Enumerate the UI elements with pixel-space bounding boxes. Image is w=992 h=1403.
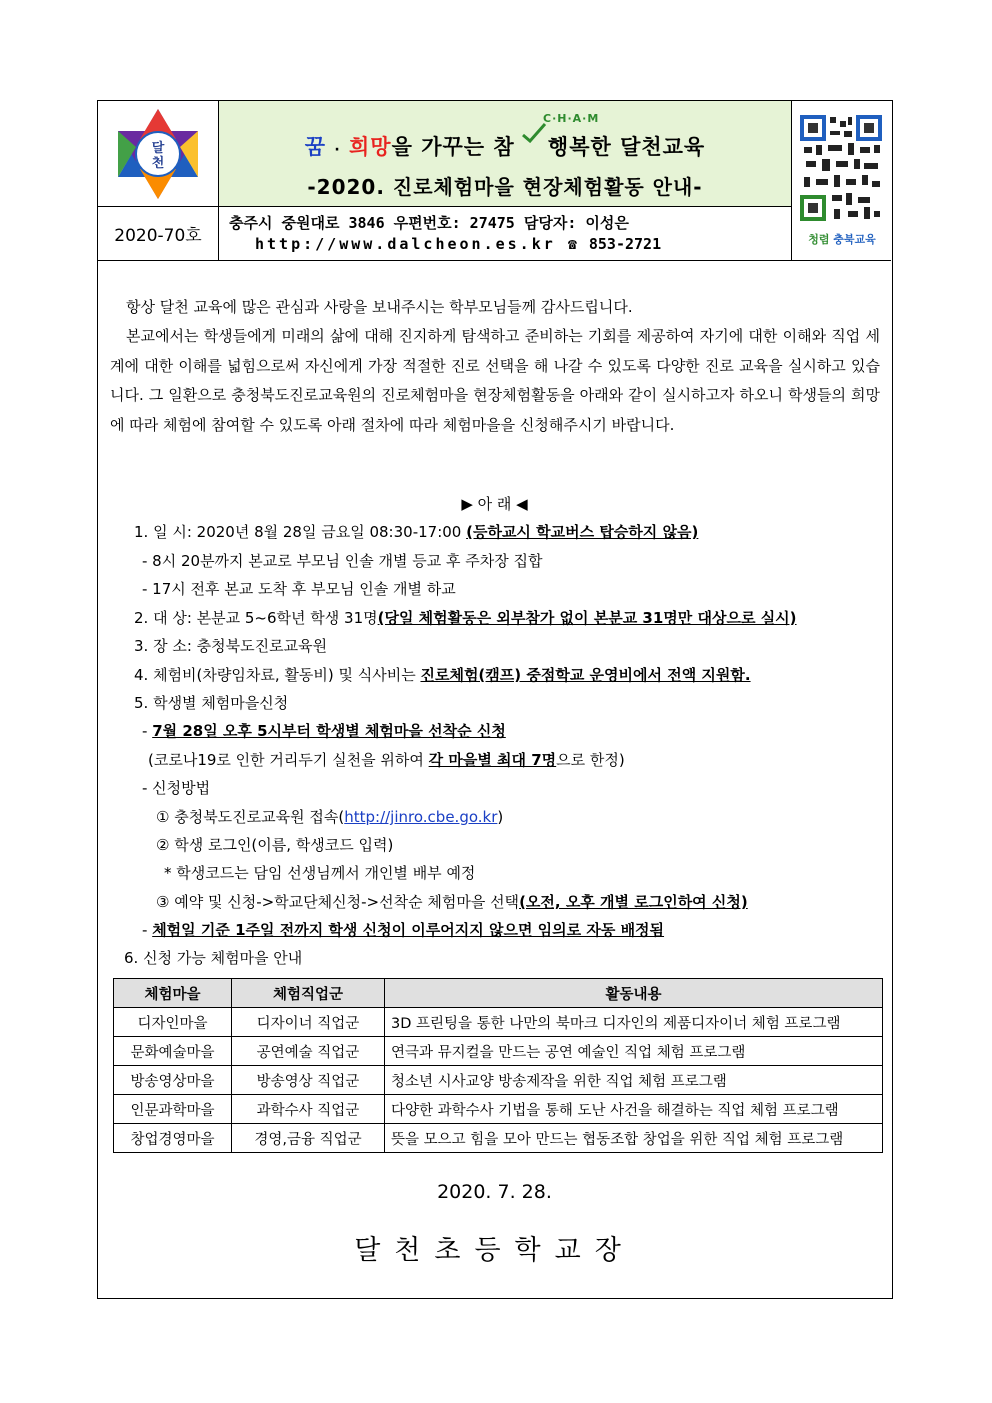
job-group-cell: 과학수사 직업군 bbox=[232, 1095, 385, 1124]
item-4 bbox=[134, 664, 751, 685]
village-cell: 인문과학마을 bbox=[114, 1095, 232, 1124]
qr-box bbox=[792, 101, 891, 260]
activity-cell: 뜻을 모으고 힘을 모아 만드는 협동조합 창업을 위한 직업 체험 프로그램 bbox=[385, 1124, 883, 1153]
table-header-row bbox=[114, 979, 883, 1008]
logo-badge-text: 달 천 bbox=[151, 141, 165, 171]
activity-cell: 청소년 시사교양 방송제작을 위한 직업 체험 프로그램 bbox=[385, 1066, 883, 1095]
item-4-label: 4. 체험비(차량임차료, 활동비) 및 식사비는 bbox=[134, 666, 421, 684]
notice-heading: ▶ 아 래 ◀ bbox=[461, 495, 528, 513]
village-cell: 문화예술마을 bbox=[114, 1037, 232, 1066]
address-box bbox=[219, 206, 792, 260]
star-emblem-icon bbox=[98, 101, 218, 206]
item-1-label: 1. 일 시: 2020년 8월 28일 금요일 08:30-17:00 bbox=[134, 523, 467, 541]
village-cell: 방송영상마을 bbox=[114, 1066, 232, 1095]
village-cell: 창업경영마을 bbox=[114, 1124, 232, 1153]
job-group-cell: 방송영상 직업군 bbox=[232, 1066, 385, 1095]
method-heading: - 신청방법 bbox=[142, 779, 211, 797]
intro-paragraph-1: 항상 달천 교육에 많은 관심과 사랑을 보내주시는 학부모님들께 감사드립니다. bbox=[126, 298, 633, 316]
auto-assign-note: - 체험일 기준 1주일 전까지 학생 신청이 이루어지지 않으면 임의로 자동 배정됨 bbox=[142, 921, 665, 939]
item-1 bbox=[134, 521, 698, 542]
step-1-close: ) bbox=[497, 808, 504, 826]
slogan-dot: · bbox=[334, 142, 341, 158]
doc-number: 2020-70호 bbox=[98, 206, 219, 260]
principal-signature: 달천초등학교장 bbox=[354, 1235, 635, 1266]
letter-body bbox=[110, 293, 880, 440]
address-line: 충주시 중원대로 3846 우편번호: 27475 담당자: 이성은 bbox=[229, 214, 629, 232]
step-2: ② 학생 로그인(이름, 학생코드 입력) bbox=[156, 836, 394, 854]
item-5-sub-2 bbox=[148, 749, 625, 770]
slogan-hope: 희망 bbox=[349, 135, 392, 159]
doc-title: -2020. 진로체험마을 현장체험활동 안내- bbox=[307, 175, 703, 199]
item-3: 3. 장 소: 충청북도진로교육원 bbox=[134, 637, 328, 655]
item-1-sub-2: - 17시 전후 본교 도착 후 부모님 인솔 개별 하교 bbox=[142, 580, 456, 598]
col-village: 체험마을 bbox=[114, 979, 232, 1008]
item-5-sub-1-text: 7월 28일 오후 5시부터 학생별 체험마을 선착순 신청 bbox=[152, 722, 506, 740]
qr-caption bbox=[796, 231, 888, 247]
letterhead bbox=[98, 101, 891, 261]
item-1-note: (등하교시 학교버스 탑승하지 않음) bbox=[466, 523, 699, 541]
table-row bbox=[114, 1008, 883, 1037]
jinro-link[interactable]: http://jinro.cbe.go.kr bbox=[344, 808, 498, 826]
document-frame bbox=[97, 100, 893, 1299]
item-2-note: (당일 체험활동은 외부참가 없이 본분교 31명만 대상으로 실시) bbox=[377, 609, 797, 627]
item-5-sub-1: - 7월 28일 오후 5시부터 학생별 체험마을 선착순 신청 bbox=[142, 722, 506, 740]
village-table bbox=[113, 978, 883, 1153]
contact-line bbox=[255, 235, 661, 253]
activity-cell: 연극과 뮤지컬을 만드는 공연 예술인 직업 체험 프로그램 bbox=[385, 1037, 883, 1066]
table-row bbox=[114, 1066, 883, 1095]
village-cell: 디자인마을 bbox=[114, 1008, 232, 1037]
title-box bbox=[219, 101, 792, 207]
table-row bbox=[114, 1095, 883, 1124]
issue-date: 2020. 7. 28. bbox=[437, 1181, 552, 1203]
col-job-group: 체험직업군 bbox=[232, 979, 385, 1008]
slogan-end: 행복한 달천교육 bbox=[547, 135, 706, 159]
job-group-cell: 디자이너 직업군 bbox=[232, 1008, 385, 1037]
item-1-sub-1: - 8시 20분까지 본교로 부모님 인솔 개별 등교 후 주차장 집합 bbox=[142, 552, 543, 570]
slogan-dream: 꿈 bbox=[304, 135, 327, 159]
activity-cell: 다양한 과학수사 기법을 통해 도난 사건을 해결하는 직업 체험 프로그램 bbox=[385, 1095, 883, 1124]
col-activity: 활동내용 bbox=[385, 979, 883, 1008]
step-1 bbox=[156, 806, 503, 827]
step-1-text: ① 충청북도진로교육원 접속( bbox=[156, 808, 345, 826]
phone-number: 853-2721 bbox=[588, 235, 662, 253]
website-link[interactable]: http://www.dalcheon.es.kr bbox=[255, 235, 556, 253]
qr-caption-clean: 청렴 bbox=[808, 233, 830, 246]
table-row bbox=[114, 1037, 883, 1066]
slogan-mid: 을 가꾸는 참 bbox=[391, 135, 515, 159]
item-2-label: 2. 대 상: 본분교 5~6학년 학생 31명 bbox=[134, 609, 378, 627]
item-4-note: 진로체험(캠프) 중점학교 운영비에서 전액 지원함. bbox=[420, 666, 751, 684]
step-2-note: * 학생코드는 담임 선생님께서 개인별 배부 예정 bbox=[164, 864, 476, 882]
item-5: 5. 학생별 체험마을신청 bbox=[134, 694, 289, 712]
slogan bbox=[219, 131, 791, 161]
step-3 bbox=[156, 891, 748, 912]
auto-assign-text: 체험일 기준 1주일 전까지 학생 신청이 이루어지지 않으면 임의로 자동 배정됨 bbox=[152, 921, 665, 939]
step-3-text: ③ 예약 및 신청->학교단체신청->선착순 체험마을 선택 bbox=[156, 893, 520, 911]
item-2 bbox=[134, 607, 797, 628]
cham-label: C·H·A·M bbox=[543, 112, 600, 125]
table-row bbox=[114, 1124, 883, 1153]
phone-icon: ☎ bbox=[567, 235, 577, 253]
qr-caption-office: 충북교육 bbox=[833, 233, 876, 246]
item-5-sub-2-c: 으로 한정) bbox=[556, 751, 625, 769]
item-5-sub-2-a: (코로나19로 인한 거리두기 실천을 위하여 bbox=[148, 751, 429, 769]
school-logo bbox=[98, 101, 219, 207]
step-3-note: (오전, 오후 개별 로그인하여 신청) bbox=[519, 893, 748, 911]
item-6: 6. 신청 가능 체험마을 안내 bbox=[124, 949, 303, 967]
job-group-cell: 경영,금융 직업군 bbox=[232, 1124, 385, 1153]
activity-cell: 3D 프린팅을 통한 나만의 북마크 디자인의 제품디자이너 체험 프로그램 bbox=[385, 1008, 883, 1037]
job-group-cell: 공연예술 직업군 bbox=[232, 1037, 385, 1066]
item-5-sub-2-b: 각 마을별 최대 7명 bbox=[428, 751, 557, 769]
intro-paragraph-2: 본교에서는 학생들에게 미래의 삶에 대해 진지하게 탐색하고 준비하는 기회를 제공하여 자기에 대한 이해와 직업 세계에 대한 이해를 넓힘으로써 자신에게 가장 적절한 진로 선택을 해 나갈 수 있도록 다양한 진로 교육을 실시하고 있습니다. 그 일환으로 충청북도진로교육원의 진로체험마을 현장체험활동을 아래와 같이 실시하고자 하오니 학생들의 희망에 따라 체험에 참여할 수 있도록 아래 절차에 따라 체험마을을 신청해주시기 바랍니다. bbox=[110, 327, 880, 434]
